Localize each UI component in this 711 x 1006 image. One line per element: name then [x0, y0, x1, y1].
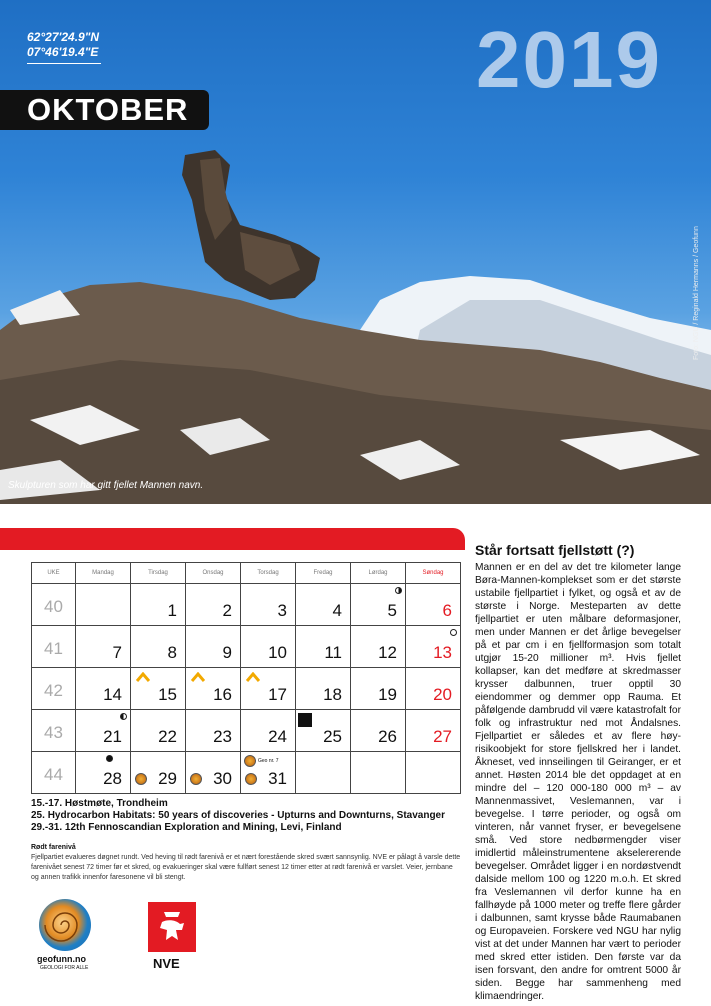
day-number: 31 — [268, 769, 287, 788]
event-text: Høstmøte, Trondheim — [64, 798, 168, 809]
week-number: 44 — [44, 765, 63, 784]
header-thursday: Torsdag — [241, 563, 296, 584]
longitude: 07°46'19.4"E — [27, 45, 99, 59]
last-quarter-moon-icon — [120, 713, 127, 720]
gps-coordinates — [27, 30, 101, 64]
week-cell — [32, 584, 76, 626]
day-number: 19 — [378, 685, 397, 704]
day-cell — [76, 752, 131, 794]
day-number: 15 — [158, 685, 177, 704]
day-cell — [406, 626, 461, 668]
calendar-week-row — [32, 710, 461, 752]
coords-underline — [27, 63, 101, 64]
notice-text: Fjellpartiet evalueres døgnet rundt. Ved heving til rødt farenivå er et nært forestående skred svært sannsynlig. NVE er pålagt å varsle dette farenivået senest 72 timer før et skred, og evakueringer skal være fullført senest 12 timer etter at rødt farenivå er varslet. Veier, jernbane og annen trafikk innenfor faresonene vil bli stengt. — [31, 854, 461, 881]
day-cell — [131, 626, 186, 668]
day-cell — [241, 626, 296, 668]
full-moon-icon — [450, 629, 457, 636]
day-number: 7 — [112, 643, 122, 662]
day-number: 21 — [103, 727, 122, 746]
header-saturday: Lørdag — [351, 563, 406, 584]
day-cell — [296, 668, 351, 710]
day-number: 10 — [268, 643, 287, 662]
event-list — [31, 798, 445, 834]
day-cell — [351, 626, 406, 668]
nve-logo-text: NVE — [153, 956, 180, 971]
event-item — [31, 822, 445, 834]
day-number: 23 — [213, 727, 232, 746]
day-cell — [76, 710, 131, 752]
article-title: Står fortsatt fjellstøtt (?) — [475, 542, 635, 558]
geo-nr-label: Geo nr. 7 — [258, 758, 279, 764]
day-number: 2 — [222, 601, 232, 620]
day-cell — [131, 752, 186, 794]
day-cell — [186, 626, 241, 668]
day-cell — [186, 584, 241, 626]
red-accent-bar — [0, 528, 465, 550]
calendar-week-row — [32, 668, 461, 710]
conference-logo-icon — [298, 713, 312, 727]
day-cell — [296, 752, 351, 794]
week-number: 41 — [44, 639, 63, 658]
day-number: 3 — [277, 601, 287, 620]
new-moon-icon — [106, 755, 113, 762]
event-item — [31, 810, 445, 822]
event-date: 15.-17. — [31, 798, 63, 809]
day-cell — [351, 752, 406, 794]
month-banner — [0, 90, 209, 130]
day-number: 12 — [378, 643, 397, 662]
header-monday: Mandag — [76, 563, 131, 584]
week-cell — [32, 668, 76, 710]
week-number: 40 — [44, 597, 63, 616]
red-alert-notice — [31, 843, 461, 883]
day-number: 25 — [323, 727, 342, 746]
day-number: 14 — [103, 685, 122, 704]
day-number: 17 — [268, 685, 287, 704]
event-chevron-icon — [191, 672, 205, 682]
day-cell — [351, 710, 406, 752]
notice-title: Rødt farenivå — [31, 844, 76, 851]
header-week: UKE — [32, 563, 76, 584]
day-cell — [76, 668, 131, 710]
geo-nr-icon — [244, 755, 256, 767]
event-chevron-icon — [246, 672, 260, 682]
day-number: 8 — [167, 643, 177, 662]
event-date: 29.-31. — [31, 822, 63, 833]
photo-caption: Skulpturen som har gitt fjellet Mannen navn. — [8, 480, 204, 491]
day-cell — [76, 626, 131, 668]
day-number: 22 — [158, 727, 177, 746]
day-cell — [406, 668, 461, 710]
event-date: 25. — [31, 810, 45, 821]
day-number: 11 — [324, 643, 342, 662]
day-cell — [131, 584, 186, 626]
header-wednesday: Onsdag — [186, 563, 241, 584]
day-number: 1 — [167, 601, 177, 620]
ammonite-icon — [245, 773, 257, 785]
geo-nr-badge — [244, 755, 279, 767]
calendar-week-row — [32, 584, 461, 626]
geofunn-ammonite-logo-icon — [39, 899, 91, 951]
day-cell — [241, 668, 296, 710]
day-cell — [351, 584, 406, 626]
day-cell — [241, 584, 296, 626]
day-number: 30 — [213, 769, 232, 788]
article-body: Mannen er en del av det tre kilometer lange Børa-Mannen-komplekset som er det største ustabile fjellpartiet i fylket, og også et av de største i Norge. Mesteparten av dette fjellpartiet er uten målbare deformasjoner, men under Mannen er det årlige bevegelser på et par cm i en fjellformasjon som totalt utgjør 15-20 millioner m³. Hvis fjellet kollapser, kan det medføre at skredmasser krysser dalbunnen, truer opptil 30 eiendommer og demmer opp Rauma. Et påfølgende dambrudd vil være katastrofalt for folk og infrastruktur ned mot Åndalsnes. Fjellpartiet er således et av flere høy-risikoobjekt for store fjellskred her i landet. Åkneset, ved innseilingen til Geiranger, er et annet. Høsten 2014 ble det oppdaget at en mindre del – 120 000-180 000 m³ – av Mannenmassivet, Veslemannen, var i bevegelse. I tørre perioder, og også om vinteren, når vannet fryser, er bevegelsene små. Ved store nedbørmengder viser imidlertid måleinstrumentene akselererende bevegelser. Området ligger i en nordøstvendt dalside mellom 100 og 1220 m.o.h. Et skred fra Veslemannen vil derfor kunne ha en fallhøyde på 1000 meter og treffe flere gårder i dalbunnen, samt krysse både Raumabanen og Europaveien. Forskere ved NGU har nylig vist at det under Mannen har vært to perioder med skred etter istiden. Den første var da isen forsvant, den andre for omtrent 5000 år siden. Begge har sammenheng med klimaendringer. — [475, 562, 681, 1002]
day-number: 4 — [332, 601, 342, 620]
week-number: 42 — [44, 681, 63, 700]
day-number: 26 — [378, 727, 397, 746]
day-cell — [131, 710, 186, 752]
day-cell — [241, 752, 296, 794]
calendar-week-row — [32, 626, 461, 668]
day-number: 29 — [158, 769, 177, 788]
ammonite-icon — [190, 773, 202, 785]
header-sunday: Søndag — [406, 563, 461, 584]
day-number: 16 — [213, 685, 232, 704]
month-title: OKTOBER — [27, 92, 189, 127]
geofunn-logo-subtitle: GEOLOGI FOR ALLE — [40, 965, 89, 971]
week-cell — [32, 752, 76, 794]
day-cell — [241, 710, 296, 752]
week-cell — [32, 710, 76, 752]
day-cell — [406, 752, 461, 794]
calendar-grid — [31, 562, 461, 794]
day-number: 5 — [387, 601, 397, 620]
day-cell — [186, 668, 241, 710]
event-text: Hydrocarbon Habitats: 50 years of discoveries - Upturns and Downturns, Stavanger — [47, 810, 446, 821]
day-number-sunday: 27 — [433, 727, 452, 746]
event-item — [31, 798, 445, 810]
calendar-week-row — [32, 752, 461, 794]
day-cell — [186, 710, 241, 752]
header-tuesday: Tirsdag — [131, 563, 186, 584]
ammonite-icon — [135, 773, 147, 785]
day-number: 18 — [323, 685, 342, 704]
header-friday: Fredag — [296, 563, 351, 584]
week-number: 43 — [44, 723, 63, 742]
day-cell — [186, 752, 241, 794]
latitude: 62°27'24.9"N — [27, 30, 100, 44]
day-number: 9 — [222, 643, 232, 662]
day-cell — [406, 584, 461, 626]
nve-lion-logo-icon — [148, 902, 196, 952]
day-cell — [351, 668, 406, 710]
year-title: 2019 — [476, 15, 662, 104]
day-cell — [296, 584, 351, 626]
geofunn-logo-text: geofunn.no — [37, 954, 86, 964]
week-cell — [32, 626, 76, 668]
day-number: 24 — [268, 727, 287, 746]
day-cell — [296, 710, 351, 752]
first-quarter-moon-icon — [395, 587, 402, 594]
day-number-sunday: 20 — [433, 685, 452, 704]
day-cell — [131, 668, 186, 710]
photo-credit: Foto: NGU / Reginald Hermanns / Geofunn — [693, 226, 700, 360]
event-text: 12th Fennoscandian Exploration and Mining, Levi, Finland — [64, 822, 342, 833]
day-number-sunday: 13 — [433, 643, 452, 662]
calendar-header-row — [32, 563, 461, 584]
day-cell — [406, 710, 461, 752]
day-cell — [296, 626, 351, 668]
day-cell — [76, 584, 131, 626]
event-chevron-icon — [136, 672, 150, 682]
day-number-sunday: 6 — [442, 601, 452, 620]
day-number: 28 — [103, 769, 122, 788]
